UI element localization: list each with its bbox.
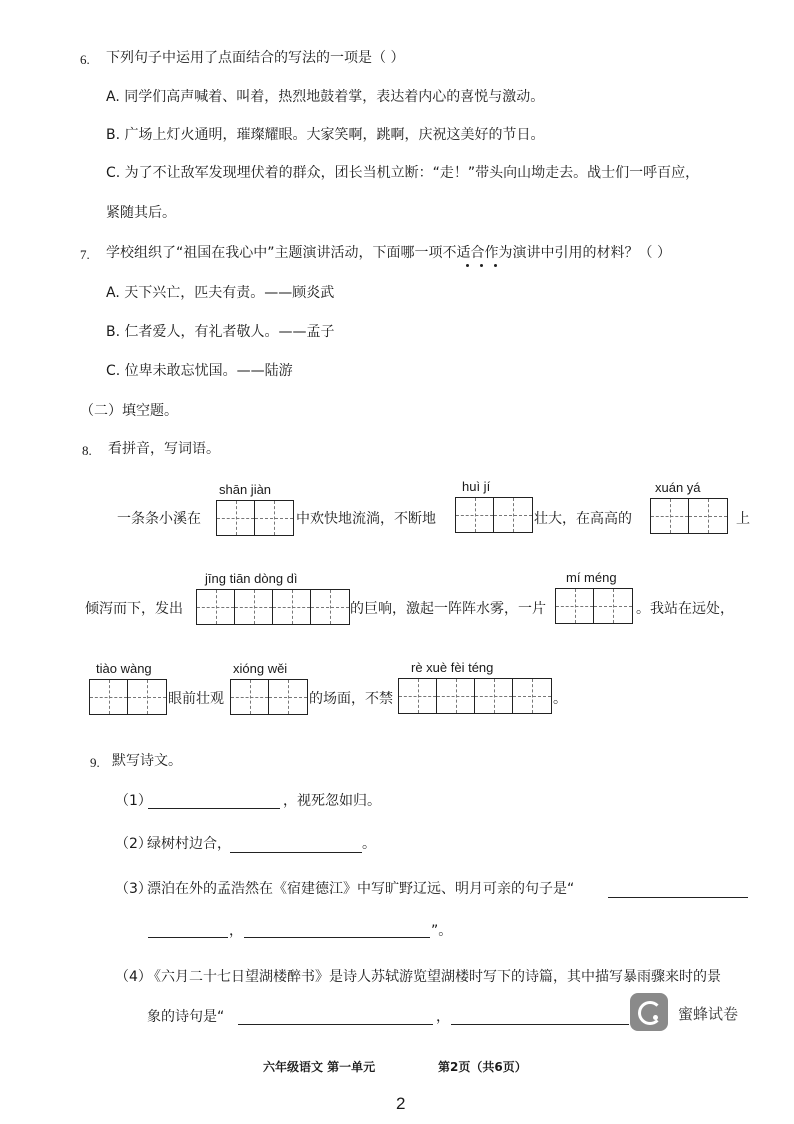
pinyin-label: jīng tiān dòng dì (205, 571, 298, 586)
write-cell[interactable] (255, 501, 293, 535)
q8-line2-text-a: 倾泻而下，发出 (85, 601, 183, 617)
write-cell[interactable] (594, 589, 632, 623)
write-cell[interactable] (475, 679, 513, 713)
q8-number: 8. (82, 443, 92, 458)
q7-option-a: A. 天下兴亡，匹夫有责。——顾炎武 (106, 285, 335, 301)
q8-line1-text-d: 上 (736, 511, 750, 527)
answer-blank[interactable] (244, 919, 430, 938)
q9-item3-comma: ， (229, 923, 243, 939)
q6-option-c: C. 为了不让敌军发现埋伏着的群众，团长当机立断：“走！”带头向山坳走去。战士们一呼百应， (106, 165, 700, 181)
answer-grid-shanjian[interactable] (216, 482, 294, 536)
q6-number: 6. (80, 52, 90, 67)
q9-item2-label: （2） (115, 836, 152, 852)
q8-line1-text-b: 中欢快地流淌，不断地 (296, 511, 436, 527)
pinyin-label: mí méng (566, 570, 617, 585)
q6-option-b: B. 广场上灯火通明，璀璨耀眼。大家笑啊，跳啊，庆祝这美好的节日。 (106, 127, 545, 143)
write-cell[interactable] (235, 590, 273, 624)
answer-grid-xiongwei[interactable] (230, 661, 308, 715)
q7-number: 7. (80, 247, 90, 262)
q8-title: 看拼音，写词语。 (108, 441, 220, 457)
write-cell[interactable] (197, 590, 235, 624)
emphasis-dot (480, 264, 483, 267)
write-cell[interactable] (513, 679, 551, 713)
pinyin-label: xióng wěi (233, 661, 288, 676)
write-cell[interactable] (273, 590, 311, 624)
pinyin-label: shān jiàn (219, 482, 272, 497)
write-cell[interactable] (231, 680, 269, 714)
write-cell[interactable] (128, 680, 166, 714)
pinyin-label: rè xuè fèi téng (411, 660, 494, 675)
page-number: 2 (396, 1094, 406, 1113)
q9-item3-end: ”。 (431, 923, 453, 939)
q8-line1-text-c: 壮大，在高高的 (534, 511, 632, 527)
emphasis-dot (494, 264, 497, 267)
footer-left: 六年级语文 第一单元 (263, 1060, 376, 1074)
pinyin-label: tiào wàng (96, 661, 152, 676)
q8-line3-text-c: 。 (553, 691, 567, 707)
answer-blank[interactable] (148, 790, 280, 809)
answer-blank[interactable] (238, 1006, 433, 1025)
q9-number: 9. (90, 755, 100, 770)
section-heading: （二）填空题。 (80, 403, 178, 419)
q7-option-c: C. 位卑未敢忘忧国。——陆游 (106, 363, 293, 379)
footer-page-info: 第2页（共6页） (438, 1060, 527, 1074)
write-cell[interactable] (494, 498, 532, 532)
write-cell[interactable] (456, 498, 494, 532)
q9-item4-label: （4） (115, 969, 152, 985)
q9-item3-text: 漂泊在外的孟浩然在《宿建德江》中写旷野辽远、明月可亲的句子是“ (147, 881, 575, 897)
write-cell[interactable] (311, 590, 349, 624)
answer-grid-huiji[interactable] (455, 479, 533, 533)
q9-item4-comma: ， (436, 1009, 450, 1025)
answer-grid-xuanya[interactable] (650, 480, 728, 534)
q8-line3-text-b: 的场面，不禁 (309, 691, 393, 707)
q9-item4-text2: 象的诗句是“ (147, 1009, 225, 1025)
q6-option-a: A. 同学们高声喊着、叫着，热烈地鼓着掌，表达着内心的喜悦与激动。 (106, 89, 545, 105)
q7-option-b: B. 仁者爱人，有礼者敬人。——孟子 (106, 324, 335, 340)
answer-blank[interactable] (451, 1006, 629, 1025)
q8-line1-text-a: 一条条小溪在 (117, 511, 201, 527)
emphasis-dot (466, 264, 469, 267)
q9-item2-prefix: 绿树村边合， (147, 836, 231, 852)
write-cell[interactable] (437, 679, 475, 713)
answer-grid-jingtiandongdi[interactable] (196, 571, 350, 625)
answer-grid-mimeng[interactable] (555, 570, 633, 624)
answer-grid-tiaowang[interactable] (89, 661, 167, 715)
pinyin-label: huì jí (462, 479, 491, 494)
q7-stem: 学校组织了“祖国在我心中”主题演讲活动，下面哪一项不适合作为演讲中引用的材料？（ ） (106, 245, 671, 261)
q9-item4-text: 《六月二十七日望湖楼醉书》是诗人苏轼游览望湖楼时写下的诗篇，其中描写暴雨骤来时的景 (147, 969, 721, 985)
answer-blank[interactable] (230, 834, 362, 853)
q9-title: 默写诗文。 (112, 753, 182, 769)
q9-item3-label: （3） (115, 881, 152, 897)
answer-grid-rexuefeiteng[interactable] (398, 660, 552, 714)
write-cell[interactable] (651, 499, 689, 533)
answer-blank[interactable] (148, 919, 228, 938)
pinyin-label: xuán yá (655, 480, 701, 495)
write-cell[interactable] (399, 679, 437, 713)
q8-line2-text-c: 。我站在远处， (636, 601, 734, 617)
q8-line3-text-a: 眼前壮观 (168, 691, 224, 707)
q9-item2-suffix: 。 (362, 836, 376, 852)
answer-blank[interactable] (608, 879, 748, 898)
write-cell[interactable] (556, 589, 594, 623)
q9-item1-suffix: ，视死忽如归。 (283, 793, 381, 809)
q6-option-c-cont: 紧随其后。 (106, 205, 176, 221)
q8-line2-text-b: 的巨响，激起一阵阵水雾，一片 (350, 601, 546, 617)
watermark-text: 蜜蜂试卷 (678, 1005, 739, 1023)
write-cell[interactable] (217, 501, 255, 535)
q6-stem: 下列句子中运用了点面结合的写法的一项是（ ） (106, 50, 405, 66)
watermark-logo-icon (630, 993, 668, 1031)
write-cell[interactable] (689, 499, 727, 533)
write-cell[interactable] (90, 680, 128, 714)
q9-item1-label: （1） (115, 793, 152, 809)
write-cell[interactable] (269, 680, 307, 714)
